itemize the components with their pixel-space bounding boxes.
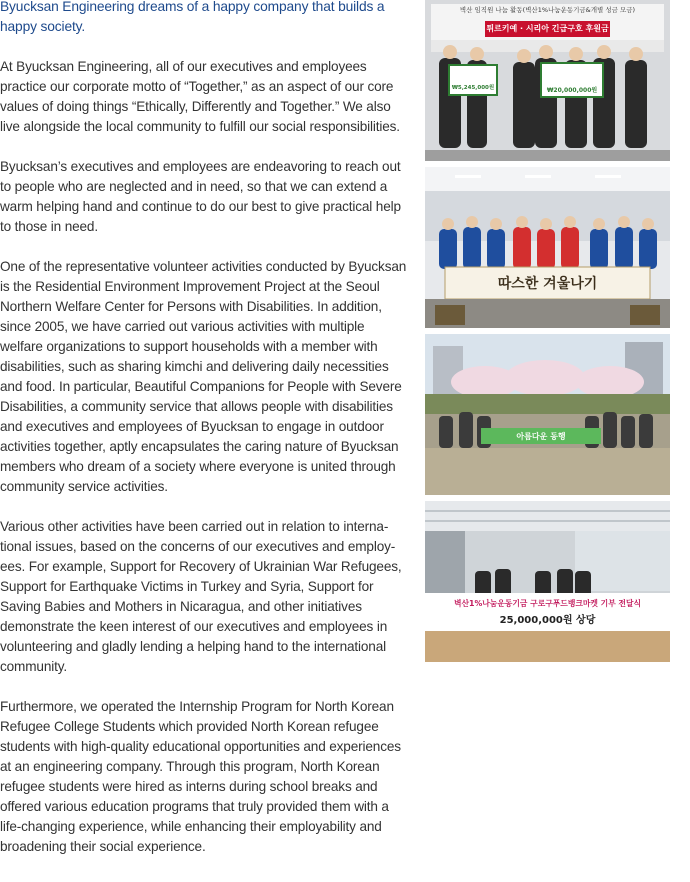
paragraph-helping-hand: Byucksan’s executives and employees are endeavoring to reach out to people who are neglected and in need, so that we can extend a warm helping hand and continue to do our best to give practical help to those in need. [0, 159, 401, 234]
paragraph-motto: At Byucksan Engineering, all of our executives and employees practice our corporate motto of “Together,” as an aspect of our core values of doing things “Ethically, Differently and Together.” We also live alongside the local community to fulfill our social responsibilities. [0, 59, 400, 134]
photo-food-bank-donation [425, 501, 670, 662]
paragraph-internship: Furthermore, we operated the Internship Program for North Korean Refugee College Students which provided North Korean refugee students with high-quality educational opportunities and experiences at an engineering company. Through this program, North Korean refugee students were hired as interns during school breaks and offered various education programs that truly provided them with a life-changing experience, while enhancing their employability and broadening their social experience. [0, 699, 401, 854]
photo1-board-right: ₩20,000,000원 [546, 87, 598, 94]
photo2-banner: 따스한 겨울나기 [497, 276, 598, 292]
intro-heading: Byucksan Engineering dreams of a happy company that builds a happy society. [0, 0, 385, 34]
paragraph-international: Various other activities have been carried out in relation to international issues, based on the concerns of our executives and employees. For example, Support for Recovery of Ukrainian War Refugees, Support for Earthquake Victims in Turkey and Syria, Support for Saving Babies and Mothers in Nicaragua, and other initiatives demonstrate the keen interest of our executives and employees in volunteering and gladly lending a helping hand to the international community. [0, 519, 402, 674]
photo1-banner-main: 튀르키예 · 시리아 긴급구호 후원금 [486, 24, 609, 33]
photo3-banner: 아름다운 동행 [516, 432, 566, 441]
photo1-banner-top: 벽산 임직원 나눔 활동(벽산1%나눔운동기금&개별 성금 모금) [459, 6, 636, 14]
photo1-board-left: ₩5,245,000원 [451, 85, 495, 91]
photo-donation-ceremony [425, 0, 670, 161]
photo-gallery [425, 0, 670, 668]
photo-outdoor-companions [425, 334, 670, 495]
photo4-banner-line2: 25,000,000원 상당 [499, 615, 596, 626]
photo4-banner-line1: 벽산1%나눔운동기금 구로구푸드뱅크마켓 기부 전달식 [453, 599, 642, 608]
photo-winter-volunteers [425, 167, 670, 328]
paragraph-volunteer-activities: One of the representative volunteer activities conducted by Byucksan is the Residential Environment Improvement Project at the Seoul Northern Welfare Center for Persons with Disabilities. In addition, since 2005, we have carried out various activities with multiple welfare organizations to support households with a member with disabilities, such as sharing kimchi and delivering daily necessities and food. In particular, Beautiful Companions for People with Severe Disabilities, a community service that allows people with disabilities and executives and employees of Byucksan to engage in outdoor activities together, aptly encapsulates the caring nature of Byucksan members who dream of a society where everyone is united through community service activities. [0, 259, 407, 494]
